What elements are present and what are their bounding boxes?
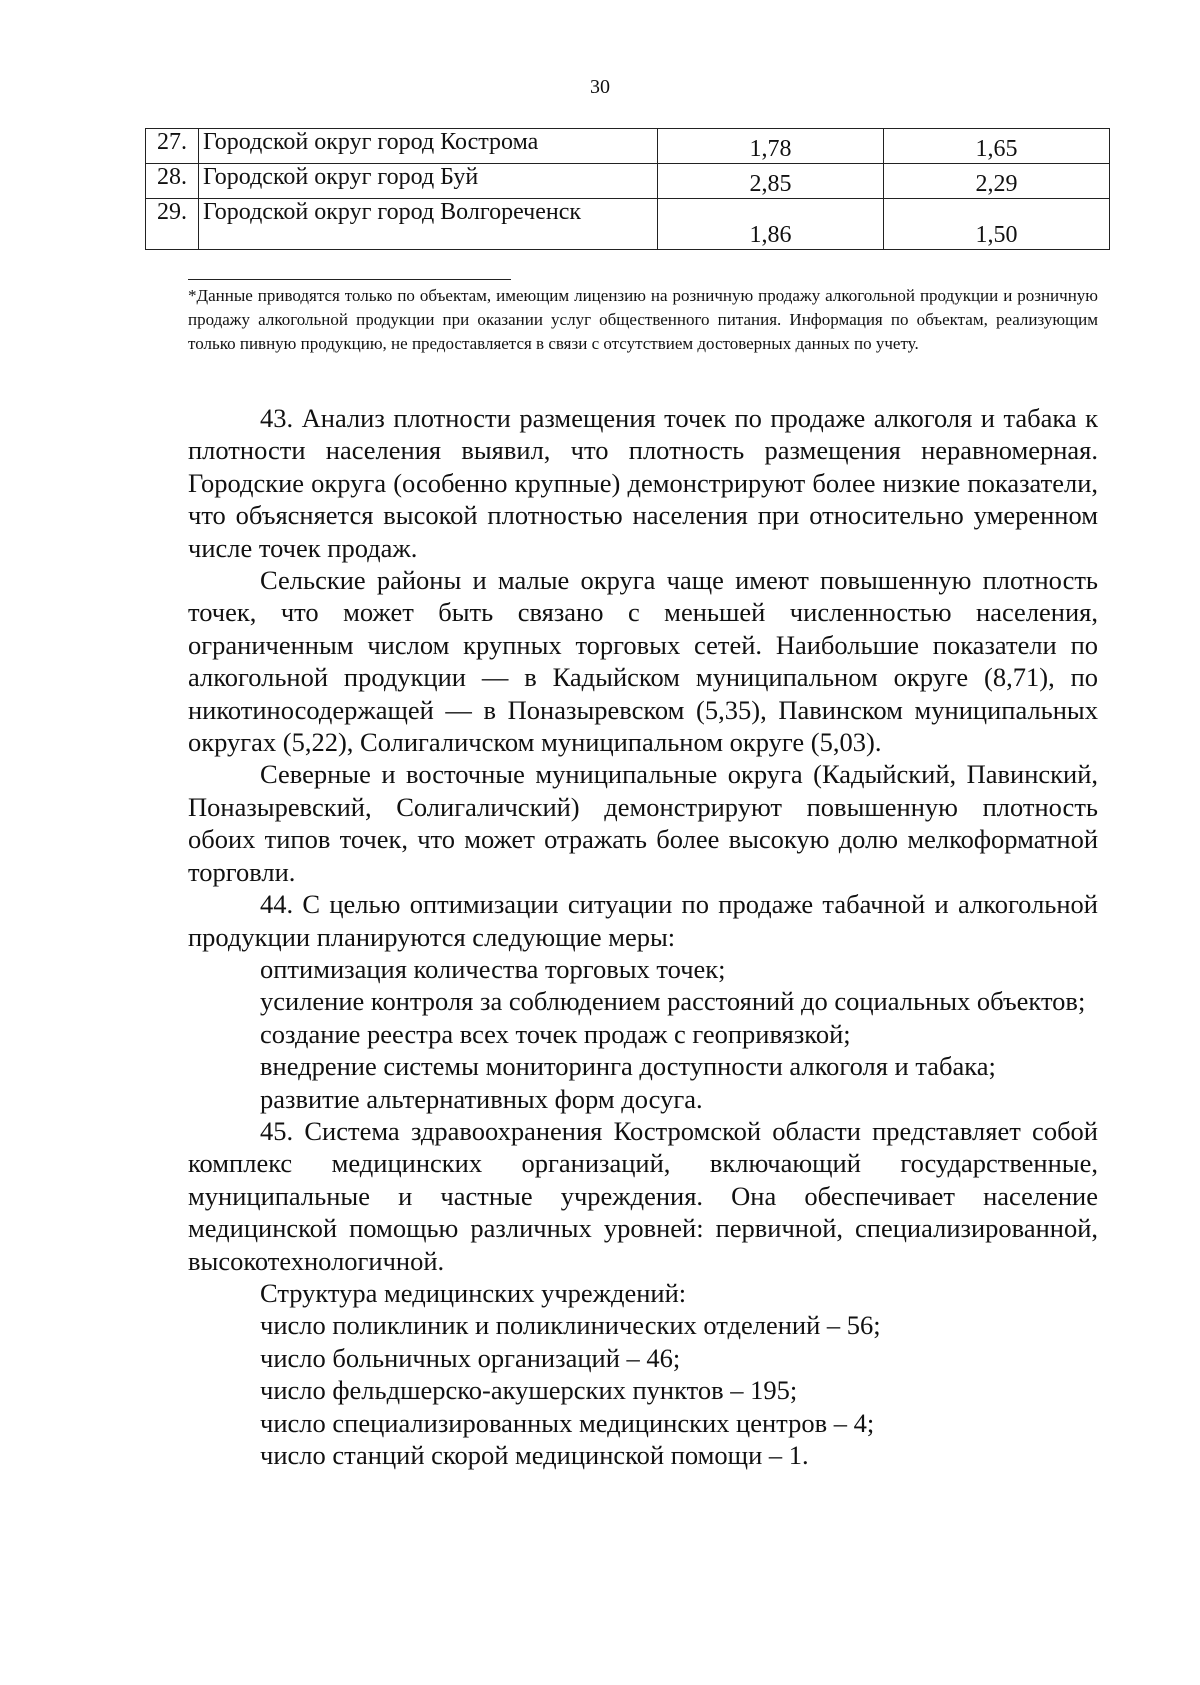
paragraph-43: 43. Анализ плотности размещения точек по продаже алкоголя и табака к плотности населения выявил, что плотность размещения неравномерная. Городские округа (особенно крупные) демонстрируют более низкие показатели, что объясняется высокой плотностью населения при относительно умеренном числе точек продаж. (188, 403, 1098, 563)
row-number: 29. (146, 199, 199, 250)
body-text (188, 402, 1098, 1471)
row-number: 28. (146, 164, 199, 199)
row-number: 27. (146, 129, 199, 164)
list-item: число станций скорой медицинской помощи – 1. (260, 1440, 809, 1470)
paragraph: Северные и восточные муниципальные округа (Кадыйский, Павинский, Поназыревский, Солигаличский) демонстрируют повышенную плотность обоих типов точек, что может отражать более высокую долю мелкоформатной торговли. (188, 759, 1098, 887)
paragraph: Структура медицинских учреждений: (260, 1277, 687, 1308)
paragraph-44: 44. С целью оптимизации ситуации по продаже табачной и алкогольной продукции планируются следующие меры: (188, 889, 1098, 952)
alcohol-density-value: 1,86 (658, 199, 884, 250)
tobacco-density-value: 2,29 (884, 164, 1110, 199)
footnote-divider (188, 279, 511, 280)
list-item: оптимизация количества торговых точек; (260, 953, 726, 984)
paragraph-45: 45. Система здравоохранения Костромской области представляет собой комплекс медицинских организаций, включающий государственные, муниципальные и частные учреждения. Она обеспечивает население медицинской помощью различных уровней: первичной, специализированной, высокотехнологичной. (188, 1115, 1098, 1276)
tobacco-density-value: 1,65 (884, 129, 1110, 164)
district-name: Городской округ город Волгореченск (199, 199, 658, 250)
footnote: *Данные приводятся только по объектам, имеющим лицензию на розничную продажу алкогольной продукции и розничную продажу алкогольной продукции при оказании услуг общественного питания. Информация по объектам, реализующим только пивную продукцию, не предоставляется в связи с отсутствием достоверных данных по учету. (188, 286, 1098, 353)
density-table (145, 128, 1110, 250)
list-item: создание реестра всех точек продаж с геопривязкой; (260, 1018, 851, 1049)
list-item: число поликлиник и поликлинических отделений – 56; (260, 1310, 881, 1341)
list-item: число фельдшерско-акушерских пунктов – 195; (260, 1375, 798, 1406)
district-name: Городской округ город Кострома (199, 129, 658, 164)
alcohol-density-value: 2,85 (658, 164, 884, 199)
paragraph: Сельские районы и малые округа чаще имеют повышенную плотность точек, что может быть связано с меньшей численностью населения, ограниченным числом крупных торговых сетей. Наибольшие показатели по алкогольной продукции — в Кадыйском муниципальном округе (8,71), по никотиносодержащей — в Поназыревском (5,35), Павинском муниципальных округах (5,22), Солигаличском муниципальном округе (5,03). (188, 565, 1098, 758)
list-item: усиление контроля за соблюдением расстояний до социальных объектов; (260, 986, 1086, 1017)
page-number: 30 (590, 76, 610, 98)
table-row (146, 164, 1110, 199)
alcohol-density-value: 1,78 (658, 129, 884, 164)
list-item: внедрение системы мониторинга доступности алкоголя и табака; (260, 1051, 996, 1082)
list-item: число специализированных медицинских центров – 4; (260, 1407, 875, 1438)
tobacco-density-value: 1,50 (884, 199, 1110, 250)
table-row (146, 129, 1110, 164)
district-name: Городской округ город Буй (199, 164, 658, 199)
list-item: число больничных организаций – 46; (260, 1342, 681, 1373)
list-item: развитие альтернативных форм досуга. (260, 1083, 703, 1114)
table-row (146, 199, 1110, 250)
